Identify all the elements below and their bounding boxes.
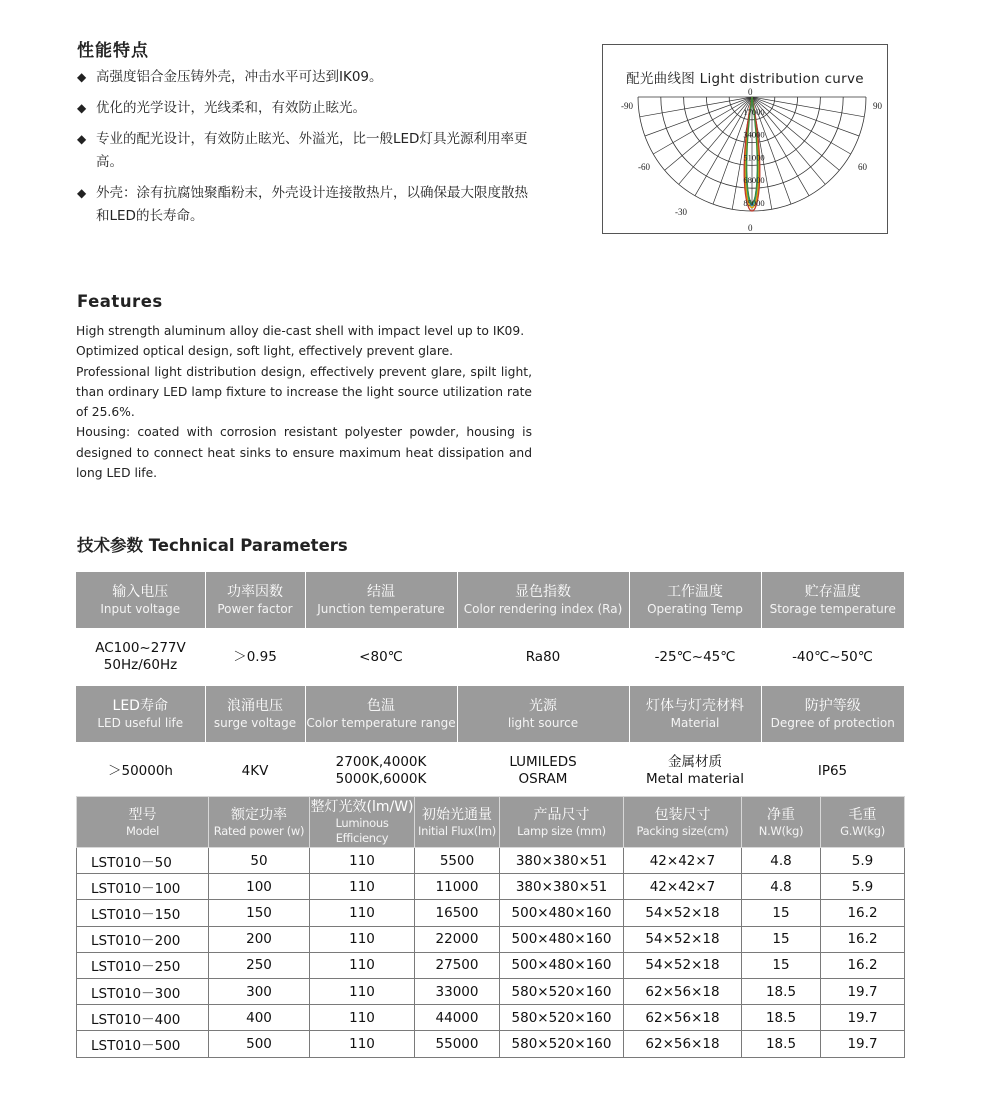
table-cell: 19.7: [821, 1005, 905, 1031]
table-row: [77, 1031, 905, 1057]
features-en-title: Features: [77, 292, 163, 311]
value-cell: -40℃~50℃: [792, 648, 873, 665]
table-cell: 110: [310, 900, 415, 926]
header-cell: 额定功率 Rated power (w): [209, 797, 310, 848]
table-cell: 380×380×51: [500, 874, 624, 900]
table-header-row: [77, 797, 905, 848]
table-cell: 300: [209, 978, 310, 1004]
list-item: [77, 128, 537, 174]
radial-label: 85000: [743, 198, 765, 208]
table-row: [77, 874, 905, 900]
table-value-row: [76, 742, 904, 800]
table-cell: LST010－100: [77, 874, 209, 900]
table-cell: 100: [209, 874, 310, 900]
feature-paragraph: High strength aluminum alloy die-cast shell with impact level up to IK09.: [76, 324, 525, 338]
diamond-bullet-icon: ◆: [77, 132, 87, 146]
angle-label: 60: [858, 162, 867, 172]
header-cell: 工作温度 Operating Temp: [629, 572, 761, 628]
radial-label: 51000: [743, 152, 765, 163]
table-cell: 580×520×160: [500, 978, 624, 1004]
list-item: [77, 182, 537, 228]
feature-paragraph: Professional light distribution design, effectively prevent glare, spilt light, than ordinary LED lamp fixture to increase the light source utilization rate of 25.6%.: [76, 364, 532, 420]
table-cell: 110: [310, 978, 415, 1004]
header-cell: 净重 N.W(kg): [742, 797, 821, 848]
feature-text: 优化的光学设计，光线柔和，有效防止眩光。: [96, 100, 366, 116]
table-cell: 16500: [415, 900, 500, 926]
table-cell: 5.9: [821, 874, 905, 900]
value-cell: ＞50000h: [107, 762, 173, 779]
table-cell: LST010－200: [77, 926, 209, 952]
value-cell: AC100~277V 50Hz/60Hz: [95, 640, 186, 673]
feature-paragraph: Housing: coated with corrosion resistant polyester powder, housing is designed to connect heat sinks to ensure maximum heat dissipation and long LED life.: [76, 425, 532, 481]
params-table-1: [76, 572, 904, 686]
feature-text: 专业的配光设计，有效防止眩光、外溢光，比一般LED灯具光源利用率更高。: [96, 131, 528, 170]
table-cell: 500: [209, 1031, 310, 1057]
features-en-body: [76, 321, 532, 483]
table-cell: 110: [310, 952, 415, 978]
light-distribution-chart: [602, 44, 888, 234]
chart-title: 配光曲线图 Light distribution curve: [626, 71, 864, 87]
angle-label: -30: [675, 207, 687, 217]
list-item: [77, 97, 537, 120]
header-cell: 产品尺寸 Lamp size (mm): [500, 797, 624, 848]
table-cell: 110: [310, 1031, 415, 1057]
table-cell: LST010－150: [77, 900, 209, 926]
table-cell: 16.2: [821, 900, 905, 926]
table-cell: 54×52×18: [624, 926, 742, 952]
table-row: [77, 900, 905, 926]
diamond-bullet-icon: ◆: [77, 186, 87, 200]
diamond-bullet-icon: ◆: [77, 70, 87, 84]
params-table-2: [76, 686, 904, 800]
table-cell: 42×42×7: [624, 848, 742, 874]
table-cell: 15: [742, 900, 821, 926]
header-cell: LED寿命 LED useful life: [76, 686, 205, 742]
value-cell: Ra80: [525, 648, 561, 665]
table-cell: 18.5: [742, 978, 821, 1004]
table-cell: 200: [209, 926, 310, 952]
table-cell: LST010－500: [77, 1031, 209, 1057]
table-cell: 4.8: [742, 848, 821, 874]
models-table-body: [77, 848, 905, 1058]
value-cell: IP65: [817, 762, 848, 779]
table-cell: LST010－50: [77, 848, 209, 874]
table-row: [77, 1005, 905, 1031]
table-cell: 15: [742, 952, 821, 978]
features-cn-title: 性能特点: [77, 41, 149, 61]
header-cell: 贮存温度 Storage temperature: [761, 572, 904, 628]
header-cell: 初始光通量 Initial Flux(lm): [415, 797, 500, 848]
table-cell: 150: [209, 900, 310, 926]
table-cell: 400: [209, 1005, 310, 1031]
table-row: [77, 978, 905, 1004]
table-cell: LST010－250: [77, 952, 209, 978]
header-cell: 型号 Model: [77, 797, 209, 848]
table-cell: 42×42×7: [624, 874, 742, 900]
table-cell: 500×480×160: [500, 900, 624, 926]
header-cell: 输入电压 Input voltage: [76, 572, 205, 628]
table-cell: 19.7: [821, 978, 905, 1004]
table-cell: 580×520×160: [500, 1031, 624, 1057]
table-cell: 16.2: [821, 952, 905, 978]
diamond-bullet-icon: ◆: [77, 101, 87, 115]
table-cell: 5500: [415, 848, 500, 874]
value-cell: <80℃: [359, 648, 403, 665]
table-header-row: [76, 572, 904, 628]
table-cell: 54×52×18: [624, 952, 742, 978]
table-cell: 110: [310, 848, 415, 874]
table-cell: 18.5: [742, 1031, 821, 1057]
header-cell: 浪涌电压 surge voltage: [205, 686, 305, 742]
header-cell: 包装尺寸 Packing size(cm): [624, 797, 742, 848]
table-cell: 62×56×18: [624, 978, 742, 1004]
value-cell: 金属材质 Metal material: [646, 754, 744, 787]
angle-label: -60: [638, 162, 650, 172]
angle-label: 90: [873, 101, 882, 111]
angle-label: -90: [621, 101, 633, 111]
table-cell: 33000: [415, 978, 500, 1004]
radial-label: 17000: [743, 106, 765, 117]
table-cell: 110: [310, 1005, 415, 1031]
table-cell: 54×52×18: [624, 900, 742, 926]
table-cell: LST010－400: [77, 1005, 209, 1031]
table-cell: 500×480×160: [500, 926, 624, 952]
angle-label: 0: [748, 87, 753, 97]
value-cell: 2700K,4000K 5000K,6000K: [335, 754, 427, 787]
features-cn-list: [77, 66, 537, 236]
table-cell: 22000: [415, 926, 500, 952]
value-cell: 4KV: [241, 762, 269, 779]
header-cell: 灯体与灯壳材料 Material: [629, 686, 761, 742]
table-cell: 15: [742, 926, 821, 952]
table-cell: 27500: [415, 952, 500, 978]
table-cell: 580×520×160: [500, 1005, 624, 1031]
value-cell: -25℃~45℃: [654, 648, 736, 665]
header-cell: 防护等级 Degree of protection: [761, 686, 904, 742]
table-cell: 110: [310, 926, 415, 952]
table-row: [77, 848, 905, 874]
radial-label: 34000: [743, 129, 765, 140]
header-cell: 整灯光效(lm/W) Luminous Efficiency: [310, 797, 415, 848]
header-cell: 色温 Color temperature range: [305, 686, 457, 742]
header-cell: 结温 Junction temperature: [305, 572, 457, 628]
angle-label: 0: [748, 223, 753, 233]
feature-text: 高强度铝合金压铸外壳，冲击水平可达到IK09。: [96, 69, 383, 85]
table-cell: 50: [209, 848, 310, 874]
table-row: [77, 952, 905, 978]
value-cell: LUMILEDS OSRAM: [509, 754, 577, 787]
list-item: [77, 66, 537, 89]
table-cell: 4.8: [742, 874, 821, 900]
header-cell: 显色指数 Color rendering index (Ra): [457, 572, 629, 628]
feature-paragraph: Optimized optical design, soft light, effectively prevent glare.: [76, 344, 454, 359]
value-cell: ＞0.95: [233, 648, 277, 665]
header-cell: 光源 light source: [457, 686, 629, 742]
table-cell: 44000: [415, 1005, 500, 1031]
table-header-row: [76, 686, 904, 742]
polar-plot: [603, 45, 889, 235]
table-cell: 380×380×51: [500, 848, 624, 874]
table-cell: LST010－300: [77, 978, 209, 1004]
table-value-row: [76, 628, 904, 686]
models-table: [76, 796, 905, 1058]
table-cell: 62×56×18: [624, 1031, 742, 1057]
radial-label: 68000: [743, 175, 765, 186]
table-row: [77, 926, 905, 952]
table-cell: 11000: [415, 874, 500, 900]
feature-text: 外壳：涂有抗腐蚀聚酯粉末，外壳设计连接散热片，以确保最大限度散热和LED的长寿命。: [96, 185, 528, 224]
table-cell: 500×480×160: [500, 952, 624, 978]
table-cell: 62×56×18: [624, 1005, 742, 1031]
table-cell: 16.2: [821, 926, 905, 952]
table-cell: 110: [310, 874, 415, 900]
table-cell: 18.5: [742, 1005, 821, 1031]
header-cell: 功率因数 Power factor: [205, 572, 305, 628]
header-cell: 毛重 G.W(kg): [821, 797, 905, 848]
table-cell: 250: [209, 952, 310, 978]
table-cell: 5.9: [821, 848, 905, 874]
tech-title: 技术参数 Technical Parameters: [77, 536, 348, 555]
table-cell: 19.7: [821, 1031, 905, 1057]
table-cell: 55000: [415, 1031, 500, 1057]
